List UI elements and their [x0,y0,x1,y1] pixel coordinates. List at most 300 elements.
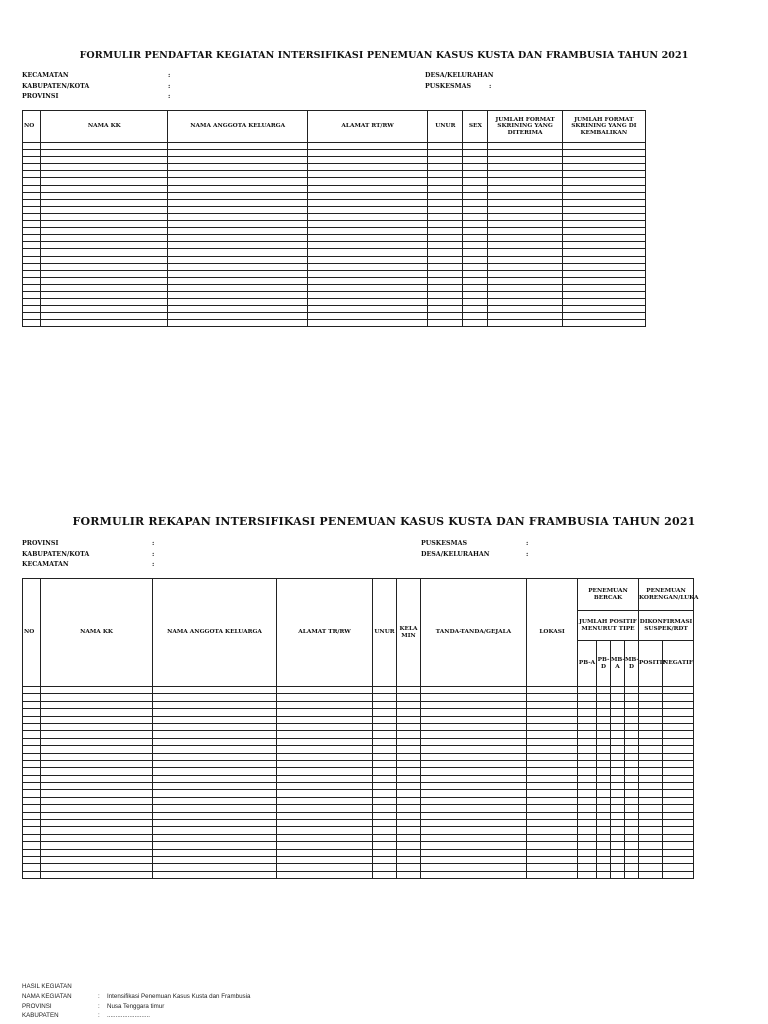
table-cell[interactable] [578,790,597,797]
table-cell[interactable] [625,797,639,804]
table-cell[interactable] [428,299,463,306]
table-cell[interactable] [663,746,694,753]
table-cell[interactable] [41,320,168,327]
table-cell[interactable] [23,178,41,185]
table-cell[interactable] [562,249,645,256]
table-cell[interactable] [277,687,373,694]
table-cell[interactable] [23,150,41,157]
table-cell[interactable] [562,277,645,284]
table-cell[interactable] [23,291,41,298]
table-cell[interactable] [397,731,421,738]
table-cell[interactable] [463,192,488,199]
table-cell[interactable] [397,834,421,841]
table-cell[interactable] [625,723,639,730]
table-cell[interactable] [611,775,625,782]
table-cell[interactable] [597,701,611,708]
table-cell[interactable] [625,731,639,738]
table-cell[interactable] [611,723,625,730]
table-cell[interactable] [578,856,597,863]
table-cell[interactable] [421,805,527,812]
table-cell[interactable] [663,790,694,797]
table-cell[interactable] [153,687,277,694]
table-cell[interactable] [527,760,578,767]
table-cell[interactable] [625,775,639,782]
table-cell[interactable] [41,235,168,242]
table-cell[interactable] [463,185,488,192]
table-cell[interactable] [23,320,41,327]
table-cell[interactable] [23,192,41,199]
table-cell[interactable] [463,150,488,157]
table-cell[interactable] [663,871,694,878]
table-cell[interactable] [578,760,597,767]
table-cell[interactable] [153,775,277,782]
table-cell[interactable] [562,192,645,199]
table-cell[interactable] [488,206,562,213]
table-cell[interactable] [23,206,41,213]
table-cell[interactable] [639,871,663,878]
table-cell[interactable] [428,206,463,213]
table-cell[interactable] [41,178,168,185]
table-cell[interactable] [597,768,611,775]
table-cell[interactable] [41,150,168,157]
table-cell[interactable] [153,746,277,753]
table-cell[interactable] [562,228,645,235]
table-cell[interactable] [373,723,397,730]
table-cell[interactable] [597,783,611,790]
table-cell[interactable] [488,178,562,185]
table-cell[interactable] [611,687,625,694]
table-cell[interactable] [168,306,307,313]
table-cell[interactable] [277,716,373,723]
table-cell[interactable] [625,746,639,753]
table-cell[interactable] [663,812,694,819]
table-cell[interactable] [41,723,153,730]
table-cell[interactable] [41,709,153,716]
table-cell[interactable] [463,221,488,228]
table-cell[interactable] [625,834,639,841]
table-cell[interactable] [597,849,611,856]
table-cell[interactable] [41,313,168,320]
table-cell[interactable] [488,313,562,320]
table-cell[interactable] [41,746,153,753]
table-cell[interactable] [663,827,694,834]
table-cell[interactable] [23,746,41,753]
table-cell[interactable] [639,864,663,871]
table-cell[interactable] [578,812,597,819]
table-cell[interactable] [373,694,397,701]
table-cell[interactable] [527,805,578,812]
table-cell[interactable] [23,797,41,804]
table-cell[interactable] [527,775,578,782]
table-cell[interactable] [421,746,527,753]
table-cell[interactable] [562,178,645,185]
table-cell[interactable] [578,827,597,834]
table-cell[interactable] [397,775,421,782]
table-cell[interactable] [23,235,41,242]
table-cell[interactable] [277,783,373,790]
table-cell[interactable] [277,753,373,760]
table-cell[interactable] [625,716,639,723]
table-cell[interactable] [153,723,277,730]
table-cell[interactable] [611,842,625,849]
table-cell[interactable] [23,812,41,819]
table-cell[interactable] [277,827,373,834]
table-cell[interactable] [41,834,153,841]
table-cell[interactable] [307,221,427,228]
table-cell[interactable] [41,820,153,827]
table-cell[interactable] [463,270,488,277]
table-cell[interactable] [41,805,153,812]
table-cell[interactable] [527,723,578,730]
table-cell[interactable] [23,306,41,313]
table-cell[interactable] [277,709,373,716]
table-cell[interactable] [428,306,463,313]
table-cell[interactable] [578,731,597,738]
table-cell[interactable] [625,783,639,790]
table-cell[interactable] [428,185,463,192]
table-cell[interactable] [307,270,427,277]
table-cell[interactable] [23,164,41,171]
table-cell[interactable] [307,242,427,249]
table-cell[interactable] [23,842,41,849]
table-cell[interactable] [663,856,694,863]
table-cell[interactable] [307,185,427,192]
table-cell[interactable] [277,820,373,827]
table-cell[interactable] [23,849,41,856]
table-cell[interactable] [153,694,277,701]
table-cell[interactable] [428,143,463,150]
table-cell[interactable] [611,783,625,790]
table-cell[interactable] [307,206,427,213]
table-cell[interactable] [527,797,578,804]
table-cell[interactable] [527,871,578,878]
table-cell[interactable] [562,199,645,206]
table-cell[interactable] [578,871,597,878]
table-cell[interactable] [153,864,277,871]
table-cell[interactable] [397,820,421,827]
table-cell[interactable] [527,849,578,856]
table-cell[interactable] [23,731,41,738]
table-cell[interactable] [625,738,639,745]
table-cell[interactable] [463,171,488,178]
table-cell[interactable] [153,834,277,841]
table-cell[interactable] [663,797,694,804]
table-cell[interactable] [41,856,153,863]
table-cell[interactable] [527,716,578,723]
table-cell[interactable] [23,820,41,827]
table-cell[interactable] [639,709,663,716]
table-cell[interactable] [625,701,639,708]
table-cell[interactable] [639,738,663,745]
table-cell[interactable] [41,249,168,256]
table-cell[interactable] [168,235,307,242]
table-cell[interactable] [373,709,397,716]
table-cell[interactable] [562,256,645,263]
table-cell[interactable] [277,797,373,804]
table-cell[interactable] [421,790,527,797]
table-cell[interactable] [639,834,663,841]
table-cell[interactable] [168,221,307,228]
table-cell[interactable] [527,753,578,760]
table-cell[interactable] [307,150,427,157]
table-cell[interactable] [153,842,277,849]
table-cell[interactable] [307,256,427,263]
table-cell[interactable] [527,812,578,819]
table-cell[interactable] [168,192,307,199]
table-cell[interactable] [663,864,694,871]
table-cell[interactable] [428,235,463,242]
table-cell[interactable] [639,731,663,738]
table-cell[interactable] [527,783,578,790]
table-cell[interactable] [277,790,373,797]
table-cell[interactable] [488,306,562,313]
table-cell[interactable] [428,228,463,235]
table-cell[interactable] [421,716,527,723]
table-cell[interactable] [277,738,373,745]
table-cell[interactable] [307,157,427,164]
table-cell[interactable] [562,185,645,192]
table-cell[interactable] [41,291,168,298]
table-cell[interactable] [397,827,421,834]
table-cell[interactable] [639,827,663,834]
table-cell[interactable] [562,235,645,242]
table-cell[interactable] [611,746,625,753]
table-cell[interactable] [41,694,153,701]
table-cell[interactable] [168,249,307,256]
table-cell[interactable] [41,256,168,263]
table-cell[interactable] [421,687,527,694]
table-cell[interactable] [488,221,562,228]
table-cell[interactable] [562,263,645,270]
table-cell[interactable] [23,768,41,775]
table-cell[interactable] [41,864,153,871]
table-cell[interactable] [277,731,373,738]
table-cell[interactable] [611,709,625,716]
table-cell[interactable] [153,701,277,708]
table-cell[interactable] [527,768,578,775]
table-cell[interactable] [41,716,153,723]
table-cell[interactable] [611,871,625,878]
table-cell[interactable] [277,805,373,812]
table-cell[interactable] [527,820,578,827]
table-cell[interactable] [597,834,611,841]
table-cell[interactable] [463,277,488,284]
table-cell[interactable] [578,775,597,782]
table-cell[interactable] [153,738,277,745]
table-cell[interactable] [41,185,168,192]
table-cell[interactable] [307,164,427,171]
table-cell[interactable] [611,856,625,863]
table-cell[interactable] [397,753,421,760]
table-cell[interactable] [639,760,663,767]
table-cell[interactable] [611,738,625,745]
table-cell[interactable] [562,164,645,171]
table-cell[interactable] [397,797,421,804]
table-cell[interactable] [23,856,41,863]
table-cell[interactable] [153,820,277,827]
table-cell[interactable] [307,320,427,327]
table-cell[interactable] [463,284,488,291]
table-cell[interactable] [527,746,578,753]
table-cell[interactable] [41,164,168,171]
table-cell[interactable] [41,842,153,849]
table-cell[interactable] [23,256,41,263]
table-cell[interactable] [277,842,373,849]
table-cell[interactable] [597,827,611,834]
table-cell[interactable] [41,687,153,694]
table-cell[interactable] [578,746,597,753]
table-cell[interactable] [23,701,41,708]
table-cell[interactable] [23,834,41,841]
table-cell[interactable] [168,171,307,178]
table-cell[interactable] [488,270,562,277]
table-cell[interactable] [463,249,488,256]
table-cell[interactable] [597,856,611,863]
table-cell[interactable] [463,213,488,220]
table-cell[interactable] [277,723,373,730]
table-cell[interactable] [578,864,597,871]
table-cell[interactable] [23,228,41,235]
table-cell[interactable] [421,820,527,827]
table-cell[interactable] [578,768,597,775]
table-cell[interactable] [23,242,41,249]
table-cell[interactable] [41,871,153,878]
table-cell[interactable] [488,284,562,291]
table-cell[interactable] [428,277,463,284]
table-cell[interactable] [625,864,639,871]
table-cell[interactable] [373,842,397,849]
table-cell[interactable] [277,760,373,767]
table-cell[interactable] [663,731,694,738]
table-cell[interactable] [373,753,397,760]
table-cell[interactable] [307,171,427,178]
table-cell[interactable] [639,753,663,760]
table-cell[interactable] [168,178,307,185]
table-cell[interactable] [41,213,168,220]
table-cell[interactable] [168,199,307,206]
table-cell[interactable] [428,178,463,185]
table-cell[interactable] [397,687,421,694]
table-cell[interactable] [639,812,663,819]
table-cell[interactable] [153,871,277,878]
table-cell[interactable] [41,812,153,819]
table-cell[interactable] [578,805,597,812]
table-cell[interactable] [373,827,397,834]
table-cell[interactable] [421,864,527,871]
table-cell[interactable] [153,783,277,790]
table-cell[interactable] [23,760,41,767]
table-cell[interactable] [611,797,625,804]
table-cell[interactable] [639,716,663,723]
table-cell[interactable] [428,291,463,298]
table-cell[interactable] [168,213,307,220]
table-cell[interactable] [277,864,373,871]
table-cell[interactable] [373,775,397,782]
table-cell[interactable] [41,263,168,270]
table-cell[interactable] [463,299,488,306]
table-cell[interactable] [527,738,578,745]
table-cell[interactable] [428,221,463,228]
table-cell[interactable] [611,768,625,775]
table-cell[interactable] [23,249,41,256]
table-cell[interactable] [307,291,427,298]
table-cell[interactable] [397,849,421,856]
table-cell[interactable] [625,871,639,878]
table-cell[interactable] [597,731,611,738]
table-cell[interactable] [373,687,397,694]
table-cell[interactable] [373,768,397,775]
table-cell[interactable] [373,760,397,767]
table-cell[interactable] [639,783,663,790]
table-cell[interactable] [625,805,639,812]
table-cell[interactable] [428,213,463,220]
table-cell[interactable] [527,687,578,694]
table-cell[interactable] [23,143,41,150]
table-cell[interactable] [611,760,625,767]
table-cell[interactable] [428,284,463,291]
table-cell[interactable] [562,306,645,313]
table-cell[interactable] [168,291,307,298]
table-cell[interactable] [168,263,307,270]
table-cell[interactable] [41,753,153,760]
table-cell[interactable] [23,313,41,320]
table-cell[interactable] [428,242,463,249]
table-cell[interactable] [23,263,41,270]
table-cell[interactable] [153,805,277,812]
table-cell[interactable] [639,856,663,863]
table-cell[interactable] [597,760,611,767]
table-cell[interactable] [488,213,562,220]
table-cell[interactable] [527,864,578,871]
table-cell[interactable] [307,313,427,320]
table-cell[interactable] [625,812,639,819]
table-cell[interactable] [578,834,597,841]
table-cell[interactable] [373,864,397,871]
table-cell[interactable] [428,171,463,178]
table-cell[interactable] [421,701,527,708]
table-cell[interactable] [578,820,597,827]
table-cell[interactable] [23,213,41,220]
table-cell[interactable] [639,694,663,701]
table-cell[interactable] [373,746,397,753]
table-cell[interactable] [41,790,153,797]
table-cell[interactable] [153,797,277,804]
table-cell[interactable] [373,783,397,790]
table-cell[interactable] [277,871,373,878]
table-cell[interactable] [428,199,463,206]
table-cell[interactable] [421,856,527,863]
table-cell[interactable] [463,263,488,270]
table-cell[interactable] [639,775,663,782]
table-cell[interactable] [597,797,611,804]
table-cell[interactable] [611,701,625,708]
table-cell[interactable] [307,228,427,235]
table-cell[interactable] [562,270,645,277]
table-cell[interactable] [597,805,611,812]
table-cell[interactable] [373,701,397,708]
table-cell[interactable] [663,760,694,767]
table-cell[interactable] [307,249,427,256]
table-cell[interactable] [168,313,307,320]
table-cell[interactable] [562,221,645,228]
table-cell[interactable] [421,694,527,701]
table-cell[interactable] [277,701,373,708]
table-cell[interactable] [488,299,562,306]
table-cell[interactable] [562,313,645,320]
table-cell[interactable] [463,320,488,327]
table-cell[interactable] [41,228,168,235]
table-cell[interactable] [463,256,488,263]
